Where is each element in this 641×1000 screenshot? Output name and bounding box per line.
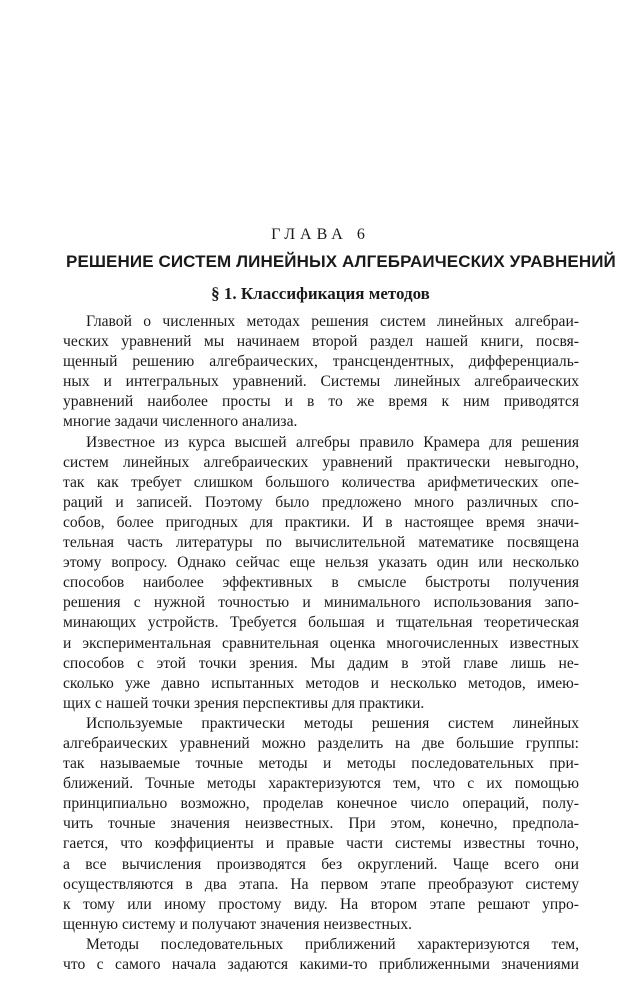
text-line: решения с нужной точностью и минимального использования запо-: [63, 594, 579, 612]
text-line: способов наиболее эффективных в смысле быстроты получения: [63, 574, 579, 592]
text-line: ближений. Точные методы характеризуются тем, что с их помощью: [63, 775, 579, 793]
text-line: чить точные значения неизвестных. При этом, конечно, предпола-: [63, 815, 579, 833]
text-line: Главой о численных методах решения систем линейных алгебраи-: [86, 313, 579, 330]
text-line: Используемые практически методы решения систем линейных: [86, 714, 579, 732]
text-line: минающих устройств. Требуется большая и тщательная теоретическая: [63, 614, 579, 632]
text-line: сколько уже давно испытанных методов и несколько методов, имею-: [63, 674, 579, 692]
text-line: систем линейных алгебраических уравнений практически невыгодно,: [63, 453, 579, 471]
body-text: [63, 312, 579, 975]
text-line: гается, что коэффициенты и правые части системы известны точно,: [63, 835, 579, 853]
chapter-label: ГЛАВА 6: [271, 226, 370, 243]
text-line: собов, более пригодных для практики. И в настоящее время значи-: [63, 513, 579, 531]
text-line: к тому или иному простому виду. На втором этапе решают упро-: [63, 895, 579, 913]
text-line: что с самого начала задаются какими-то приближенными значениями: [63, 956, 579, 973]
text-line: уравнений наиболее просты и в то же время к ним приводятся: [63, 393, 579, 411]
text-line: щенную систему и получают значения неизвестных.: [63, 915, 413, 933]
text-line: раций и записей. Поэтому было предложено много различных спо-: [63, 493, 579, 511]
section-title: § 1. Классификация методов: [211, 284, 430, 303]
text-line: и экспериментальная сравнительная оценка многочисленных известных: [63, 634, 579, 652]
text-line: щенный решению алгебраических, трансцендентных, дифференциаль-: [63, 353, 579, 371]
text-line: этому вопросу. Однако сейчас еще нельзя указать один или несколько: [63, 554, 579, 572]
text-line: осуществляются в два этапа. На первом этапе преобразуют систему: [63, 875, 579, 893]
text-line: Известное из курса высшей алгебры правило Крамера для решения: [86, 433, 579, 451]
text-line: так как требует слишком большого количества арифметических опе-: [63, 473, 579, 491]
text-line: ных и интегральных уравнений. Системы линейных алгебраических: [63, 373, 579, 391]
text-line: щих с нашей точки зрения перспективы для практики.: [63, 694, 425, 712]
text-line: тельная часть литературы по вычислительной математике посвящена: [63, 534, 579, 552]
text-line: способов с этой точки зрения. Мы дадим в этой главе лишь не-: [63, 654, 579, 672]
text-line: алгебраических уравнений можно разделить на две большие группы:: [63, 734, 579, 752]
text-line: принципиально возможно, проделав конечное число операций, полу-: [63, 795, 579, 813]
text-line: многие задачи численного анализа.: [63, 413, 298, 431]
text-line: так называемые точные методы и методы последовательных при-: [63, 755, 579, 773]
text-line: Методы последовательных приближений характеризуются тем,: [86, 935, 579, 953]
text-line: ческих уравнений мы начинаем второй раздел нашей книги, посвя-: [63, 333, 579, 351]
chapter-title: РЕШЕНИЕ СИСТЕМ ЛИНЕЙНЫХ АЛГЕБРАИЧЕСКИХ УРАВНЕНИЙ: [66, 252, 616, 271]
text-line: а все вычисления производятся без округлений. Чаще всего они: [63, 855, 579, 873]
